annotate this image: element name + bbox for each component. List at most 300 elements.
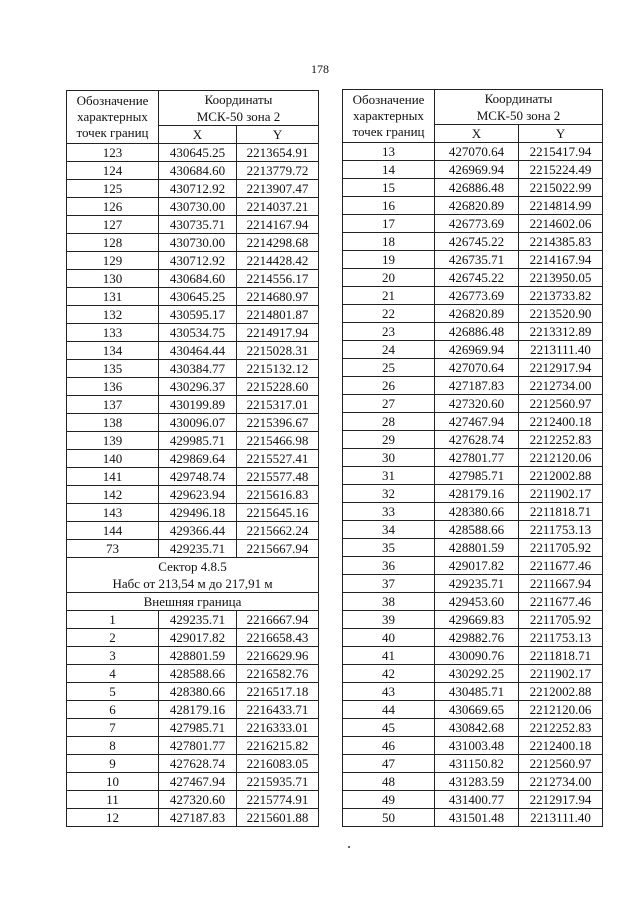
table-row bbox=[343, 467, 603, 485]
y-coordinate-cell: 2215935.71 bbox=[237, 773, 319, 791]
y-coordinate-cell: 2212120.06 bbox=[519, 701, 603, 719]
right-table-body bbox=[343, 143, 603, 827]
point-id-cell: 29 bbox=[343, 431, 435, 449]
x-coordinate-cell: 430735.71 bbox=[159, 216, 237, 234]
point-id-cell: 131 bbox=[67, 288, 159, 306]
table-row bbox=[67, 665, 319, 683]
y-coordinate-cell: 2215132.12 bbox=[237, 360, 319, 378]
x-coordinate-cell: 430199.89 bbox=[159, 396, 237, 414]
y-coordinate-cell: 2215317.01 bbox=[237, 396, 319, 414]
point-id-cell: 28 bbox=[343, 413, 435, 431]
x-coordinate-cell: 429985.71 bbox=[159, 432, 237, 450]
y-coordinate-cell: 2215774.91 bbox=[237, 791, 319, 809]
table-row bbox=[343, 395, 603, 413]
x-coordinate-cell: 430645.25 bbox=[159, 288, 237, 306]
y-coordinate-cell: 2215224.49 bbox=[519, 161, 603, 179]
x-coordinate-cell: 430096.07 bbox=[159, 414, 237, 432]
table-row bbox=[343, 629, 603, 647]
designation-line-1: Обозначение bbox=[76, 93, 149, 108]
point-id-cell: 125 bbox=[67, 180, 159, 198]
y-coordinate-cell: 2216658.43 bbox=[237, 629, 319, 647]
point-id-cell: 73 bbox=[67, 540, 159, 558]
designation-line-3: точек границ bbox=[352, 124, 425, 139]
coordinate-system-header: МСК-50 зона 2 bbox=[435, 107, 603, 125]
y-coordinate-cell: 2211677.46 bbox=[519, 593, 603, 611]
x-coordinate-cell: 431003.48 bbox=[435, 737, 519, 755]
table-row bbox=[67, 432, 319, 450]
point-id-cell: 31 bbox=[343, 467, 435, 485]
point-id-cell: 35 bbox=[343, 539, 435, 557]
y-coordinate-cell: 2212917.94 bbox=[519, 791, 603, 809]
table-row bbox=[343, 413, 603, 431]
y-coordinate-cell: 2215645.16 bbox=[237, 504, 319, 522]
x-coordinate-cell: 431501.48 bbox=[435, 809, 519, 827]
table-row bbox=[343, 359, 603, 377]
designation-header bbox=[343, 90, 435, 143]
y-coordinate-cell: 2214680.97 bbox=[237, 288, 319, 306]
x-coordinate-cell: 429869.64 bbox=[159, 450, 237, 468]
y-coordinate-cell: 2211667.94 bbox=[519, 575, 603, 593]
x-column-header: X bbox=[159, 126, 237, 144]
point-id-cell: 36 bbox=[343, 557, 435, 575]
y-coordinate-cell: 2211902.17 bbox=[519, 665, 603, 683]
x-coordinate-cell: 427467.94 bbox=[435, 413, 519, 431]
table-row bbox=[67, 504, 319, 522]
x-coordinate-cell: 427320.60 bbox=[159, 791, 237, 809]
y-coordinate-cell: 2215616.83 bbox=[237, 486, 319, 504]
table-row bbox=[67, 216, 319, 234]
point-id-cell: 12 bbox=[67, 809, 159, 827]
point-id-cell: 22 bbox=[343, 305, 435, 323]
y-coordinate-cell: 2212002.88 bbox=[519, 467, 603, 485]
x-coordinate-cell: 430296.37 bbox=[159, 378, 237, 396]
point-id-cell: 1 bbox=[67, 611, 159, 629]
y-coordinate-cell: 2212252.83 bbox=[519, 719, 603, 737]
table-row bbox=[343, 233, 603, 251]
point-id-cell: 10 bbox=[67, 773, 159, 791]
y-coordinate-cell: 2213950.05 bbox=[519, 269, 603, 287]
table-row bbox=[343, 593, 603, 611]
table-row bbox=[343, 161, 603, 179]
y-coordinate-cell: 2216083.05 bbox=[237, 755, 319, 773]
table-row bbox=[343, 665, 603, 683]
y-coordinate-cell: 2215228.60 bbox=[237, 378, 319, 396]
point-id-cell: 142 bbox=[67, 486, 159, 504]
point-id-cell: 135 bbox=[67, 360, 159, 378]
table-row bbox=[343, 557, 603, 575]
point-id-cell: 27 bbox=[343, 395, 435, 413]
y-coordinate-cell: 2216333.01 bbox=[237, 719, 319, 737]
point-id-cell: 48 bbox=[343, 773, 435, 791]
point-id-cell: 6 bbox=[67, 701, 159, 719]
x-coordinate-cell: 429235.71 bbox=[159, 611, 237, 629]
y-coordinate-cell: 2212917.94 bbox=[519, 359, 603, 377]
point-id-cell: 30 bbox=[343, 449, 435, 467]
table-row bbox=[67, 306, 319, 324]
y-coordinate-cell: 2215396.67 bbox=[237, 414, 319, 432]
point-id-cell: 136 bbox=[67, 378, 159, 396]
table-row bbox=[67, 791, 319, 809]
x-coordinate-cell: 428588.66 bbox=[435, 521, 519, 539]
y-coordinate-cell: 2214167.94 bbox=[237, 216, 319, 234]
coordinates-header: Координаты bbox=[435, 90, 603, 108]
x-coordinate-cell: 429366.44 bbox=[159, 522, 237, 540]
table-row bbox=[67, 378, 319, 396]
table-row bbox=[67, 701, 319, 719]
x-coordinate-cell: 426773.69 bbox=[435, 287, 519, 305]
x-coordinate-cell: 427187.83 bbox=[435, 377, 519, 395]
point-id-cell: 140 bbox=[67, 450, 159, 468]
x-coordinate-cell: 430384.77 bbox=[159, 360, 237, 378]
x-coordinate-cell: 428380.66 bbox=[159, 683, 237, 701]
y-coordinate-cell: 2211705.92 bbox=[519, 611, 603, 629]
point-id-cell: 25 bbox=[343, 359, 435, 377]
x-coordinate-cell: 427801.77 bbox=[435, 449, 519, 467]
x-coordinate-cell: 430645.25 bbox=[159, 144, 237, 162]
point-id-cell: 46 bbox=[343, 737, 435, 755]
table-row bbox=[67, 719, 319, 737]
table-row bbox=[67, 198, 319, 216]
x-coordinate-cell: 428588.66 bbox=[159, 665, 237, 683]
x-coordinate-cell: 427070.64 bbox=[435, 143, 519, 161]
x-column-header: X bbox=[435, 125, 519, 143]
table-row bbox=[67, 647, 319, 665]
x-coordinate-cell: 428179.16 bbox=[159, 701, 237, 719]
table-row bbox=[343, 449, 603, 467]
point-id-cell: 134 bbox=[67, 342, 159, 360]
x-coordinate-cell: 429496.18 bbox=[159, 504, 237, 522]
x-coordinate-cell: 426773.69 bbox=[435, 215, 519, 233]
x-coordinate-cell: 430485.71 bbox=[435, 683, 519, 701]
x-coordinate-cell: 429669.83 bbox=[435, 611, 519, 629]
y-coordinate-cell: 2211753.13 bbox=[519, 521, 603, 539]
point-id-cell: 144 bbox=[67, 522, 159, 540]
point-id-cell: 143 bbox=[67, 504, 159, 522]
x-coordinate-cell: 430712.92 bbox=[159, 252, 237, 270]
y-coordinate-cell: 2216667.94 bbox=[237, 611, 319, 629]
y-coordinate-cell: 2213312.89 bbox=[519, 323, 603, 341]
point-id-cell: 13 bbox=[343, 143, 435, 161]
point-id-cell: 37 bbox=[343, 575, 435, 593]
point-id-cell: 47 bbox=[343, 755, 435, 773]
table-row bbox=[67, 414, 319, 432]
point-id-cell: 18 bbox=[343, 233, 435, 251]
x-coordinate-cell: 427070.64 bbox=[435, 359, 519, 377]
designation-header bbox=[67, 91, 159, 144]
point-id-cell: 130 bbox=[67, 270, 159, 288]
point-id-cell: 138 bbox=[67, 414, 159, 432]
x-coordinate-cell: 429748.74 bbox=[159, 468, 237, 486]
y-coordinate-cell: 2211902.17 bbox=[519, 485, 603, 503]
point-id-cell: 41 bbox=[343, 647, 435, 665]
designation-line-1: Обозначение bbox=[352, 92, 425, 107]
x-coordinate-cell: 426820.89 bbox=[435, 305, 519, 323]
designation-line-2: характерных bbox=[77, 109, 148, 124]
left-table-body-bottom bbox=[67, 611, 319, 827]
table-row bbox=[343, 179, 603, 197]
table-row bbox=[343, 269, 603, 287]
x-coordinate-cell: 430684.60 bbox=[159, 270, 237, 288]
table-row bbox=[67, 773, 319, 791]
table-row bbox=[343, 305, 603, 323]
y-coordinate-cell: 2211818.71 bbox=[519, 503, 603, 521]
point-id-cell: 20 bbox=[343, 269, 435, 287]
y-coordinate-cell: 2213779.72 bbox=[237, 162, 319, 180]
x-coordinate-cell: 427467.94 bbox=[159, 773, 237, 791]
y-coordinate-cell: 2214602.06 bbox=[519, 215, 603, 233]
point-id-cell: 133 bbox=[67, 324, 159, 342]
point-id-cell: 39 bbox=[343, 611, 435, 629]
x-coordinate-cell: 429235.71 bbox=[159, 540, 237, 558]
table-row bbox=[67, 611, 319, 629]
point-id-cell: 132 bbox=[67, 306, 159, 324]
y-coordinate-cell: 2215466.98 bbox=[237, 432, 319, 450]
y-coordinate-cell: 2213520.90 bbox=[519, 305, 603, 323]
y-coordinate-cell: 2215662.24 bbox=[237, 522, 319, 540]
table-row bbox=[343, 503, 603, 521]
y-coordinate-cell: 2216629.96 bbox=[237, 647, 319, 665]
point-id-cell: 8 bbox=[67, 737, 159, 755]
scan-speck bbox=[348, 846, 350, 848]
x-coordinate-cell: 429882.76 bbox=[435, 629, 519, 647]
y-coordinate-cell: 2212734.00 bbox=[519, 377, 603, 395]
table-row bbox=[67, 629, 319, 647]
y-coordinate-cell: 2211818.71 bbox=[519, 647, 603, 665]
x-coordinate-cell: 428179.16 bbox=[435, 485, 519, 503]
table-row bbox=[67, 396, 319, 414]
y-coordinate-cell: 2212734.00 bbox=[519, 773, 603, 791]
point-id-cell: 38 bbox=[343, 593, 435, 611]
point-id-cell: 126 bbox=[67, 198, 159, 216]
point-id-cell: 21 bbox=[343, 287, 435, 305]
point-id-cell: 44 bbox=[343, 701, 435, 719]
y-coordinate-cell: 2213111.40 bbox=[519, 809, 603, 827]
x-coordinate-cell: 430684.60 bbox=[159, 162, 237, 180]
point-id-cell: 123 bbox=[67, 144, 159, 162]
y-coordinate-cell: 2215417.94 bbox=[519, 143, 603, 161]
x-coordinate-cell: 426886.48 bbox=[435, 323, 519, 341]
table-row bbox=[67, 486, 319, 504]
table-row bbox=[343, 341, 603, 359]
point-id-cell: 137 bbox=[67, 396, 159, 414]
y-coordinate-cell: 2215022.99 bbox=[519, 179, 603, 197]
table-row bbox=[343, 287, 603, 305]
y-coordinate-cell: 2213111.40 bbox=[519, 341, 603, 359]
x-coordinate-cell: 426820.89 bbox=[435, 197, 519, 215]
point-id-cell: 26 bbox=[343, 377, 435, 395]
y-coordinate-cell: 2212252.83 bbox=[519, 431, 603, 449]
y-coordinate-cell: 2216215.82 bbox=[237, 737, 319, 755]
table-row bbox=[343, 431, 603, 449]
y-coordinate-cell: 2215028.31 bbox=[237, 342, 319, 360]
y-coordinate-cell: 2215601.88 bbox=[237, 809, 319, 827]
coordinates-header: Координаты bbox=[159, 91, 319, 109]
table-row bbox=[343, 719, 603, 737]
table-row bbox=[67, 270, 319, 288]
x-coordinate-cell: 429453.60 bbox=[435, 593, 519, 611]
y-coordinate-cell: 2212400.18 bbox=[519, 413, 603, 431]
x-coordinate-cell: 426969.94 bbox=[435, 161, 519, 179]
y-coordinate-cell: 2213654.91 bbox=[237, 144, 319, 162]
y-coordinate-cell: 2212120.06 bbox=[519, 449, 603, 467]
point-id-cell: 129 bbox=[67, 252, 159, 270]
y-coordinate-cell: 2216582.76 bbox=[237, 665, 319, 683]
y-coordinate-cell: 2215577.48 bbox=[237, 468, 319, 486]
point-id-cell: 42 bbox=[343, 665, 435, 683]
x-coordinate-cell: 426745.22 bbox=[435, 233, 519, 251]
x-coordinate-cell: 427187.83 bbox=[159, 809, 237, 827]
y-coordinate-cell: 2214556.17 bbox=[237, 270, 319, 288]
table-row bbox=[67, 180, 319, 198]
table-row bbox=[67, 144, 319, 162]
x-coordinate-cell: 430730.00 bbox=[159, 198, 237, 216]
table-row bbox=[343, 323, 603, 341]
x-coordinate-cell: 428801.59 bbox=[435, 539, 519, 557]
table-row bbox=[67, 450, 319, 468]
x-coordinate-cell: 427985.71 bbox=[435, 467, 519, 485]
point-id-cell: 23 bbox=[343, 323, 435, 341]
table-row bbox=[67, 342, 319, 360]
x-coordinate-cell: 426969.94 bbox=[435, 341, 519, 359]
page-number: 178 bbox=[311, 62, 329, 76]
x-coordinate-cell: 426745.22 bbox=[435, 269, 519, 287]
y-coordinate-cell: 2215667.94 bbox=[237, 540, 319, 558]
y-coordinate-cell: 2214801.87 bbox=[237, 306, 319, 324]
point-id-cell: 139 bbox=[67, 432, 159, 450]
coordinate-system-header: МСК-50 зона 2 bbox=[159, 108, 319, 126]
y-coordinate-cell: 2212400.18 bbox=[519, 737, 603, 755]
table-row bbox=[67, 234, 319, 252]
y-coordinate-cell: 2214385.83 bbox=[519, 233, 603, 251]
x-coordinate-cell: 431283.59 bbox=[435, 773, 519, 791]
table-row bbox=[67, 683, 319, 701]
table-row bbox=[67, 162, 319, 180]
table-row bbox=[67, 540, 319, 558]
table-row bbox=[67, 737, 319, 755]
y-coordinate-cell: 2211705.92 bbox=[519, 539, 603, 557]
table-row bbox=[67, 252, 319, 270]
table-row bbox=[343, 197, 603, 215]
point-id-cell: 9 bbox=[67, 755, 159, 773]
designation-line-3: точек границ bbox=[76, 125, 149, 140]
table-row bbox=[343, 773, 603, 791]
x-coordinate-cell: 430669.65 bbox=[435, 701, 519, 719]
table-row bbox=[343, 755, 603, 773]
x-coordinate-cell: 431150.82 bbox=[435, 755, 519, 773]
table-row bbox=[343, 809, 603, 827]
y-coordinate-cell: 2213907.47 bbox=[237, 180, 319, 198]
y-coordinate-cell: 2214037.21 bbox=[237, 198, 319, 216]
point-id-cell: 16 bbox=[343, 197, 435, 215]
sector-title: Сектор 4.8.5 bbox=[67, 558, 319, 576]
sector-section bbox=[67, 558, 319, 611]
y-coordinate-cell: 2212560.97 bbox=[519, 395, 603, 413]
y-column-header: Y bbox=[519, 125, 603, 143]
point-id-cell: 3 bbox=[67, 647, 159, 665]
table-row bbox=[343, 611, 603, 629]
y-coordinate-cell: 2214298.68 bbox=[237, 234, 319, 252]
table-row bbox=[343, 647, 603, 665]
y-coordinate-cell: 2214428.42 bbox=[237, 252, 319, 270]
point-id-cell: 34 bbox=[343, 521, 435, 539]
point-id-cell: 33 bbox=[343, 503, 435, 521]
y-coordinate-cell: 2214814.99 bbox=[519, 197, 603, 215]
point-id-cell: 45 bbox=[343, 719, 435, 737]
x-coordinate-cell: 426886.48 bbox=[435, 179, 519, 197]
table-row bbox=[67, 324, 319, 342]
sector-height: Набс от 213,54 м до 217,91 м bbox=[67, 575, 319, 593]
designation-line-2: характерных bbox=[353, 108, 424, 123]
table-row bbox=[343, 737, 603, 755]
point-id-cell: 14 bbox=[343, 161, 435, 179]
point-id-cell: 24 bbox=[343, 341, 435, 359]
table-row bbox=[343, 143, 603, 161]
x-coordinate-cell: 430090.76 bbox=[435, 647, 519, 665]
point-id-cell: 4 bbox=[67, 665, 159, 683]
table-row bbox=[67, 522, 319, 540]
point-id-cell: 11 bbox=[67, 791, 159, 809]
x-coordinate-cell: 427801.77 bbox=[159, 737, 237, 755]
x-coordinate-cell: 428380.66 bbox=[435, 503, 519, 521]
table-row bbox=[343, 791, 603, 809]
table-row bbox=[67, 755, 319, 773]
table-row bbox=[67, 288, 319, 306]
x-coordinate-cell: 430464.44 bbox=[159, 342, 237, 360]
table-row bbox=[343, 539, 603, 557]
y-coordinate-cell: 2212560.97 bbox=[519, 755, 603, 773]
y-coordinate-cell: 2211677.46 bbox=[519, 557, 603, 575]
coordinates-table-left bbox=[66, 90, 319, 827]
coordinates-table-right bbox=[342, 89, 603, 827]
x-coordinate-cell: 427628.74 bbox=[435, 431, 519, 449]
table-row bbox=[67, 360, 319, 378]
table-row bbox=[343, 521, 603, 539]
x-coordinate-cell: 430595.17 bbox=[159, 306, 237, 324]
x-coordinate-cell: 429623.94 bbox=[159, 486, 237, 504]
point-id-cell: 50 bbox=[343, 809, 435, 827]
point-id-cell: 2 bbox=[67, 629, 159, 647]
point-id-cell: 128 bbox=[67, 234, 159, 252]
x-coordinate-cell: 427320.60 bbox=[435, 395, 519, 413]
boundary-title: Внешняя граница bbox=[67, 593, 319, 611]
table-row bbox=[343, 683, 603, 701]
table-row bbox=[343, 701, 603, 719]
x-coordinate-cell: 431400.77 bbox=[435, 791, 519, 809]
y-coordinate-cell: 2216433.71 bbox=[237, 701, 319, 719]
x-coordinate-cell: 430534.75 bbox=[159, 324, 237, 342]
point-id-cell: 5 bbox=[67, 683, 159, 701]
x-coordinate-cell: 429235.71 bbox=[435, 575, 519, 593]
point-id-cell: 7 bbox=[67, 719, 159, 737]
point-id-cell: 127 bbox=[67, 216, 159, 234]
y-column-header: Y bbox=[237, 126, 319, 144]
table-row bbox=[343, 575, 603, 593]
point-id-cell: 40 bbox=[343, 629, 435, 647]
y-coordinate-cell: 2214167.94 bbox=[519, 251, 603, 269]
x-coordinate-cell: 430712.92 bbox=[159, 180, 237, 198]
table-row bbox=[343, 215, 603, 233]
y-coordinate-cell: 2216517.18 bbox=[237, 683, 319, 701]
point-id-cell: 43 bbox=[343, 683, 435, 701]
x-coordinate-cell: 426735.71 bbox=[435, 251, 519, 269]
y-coordinate-cell: 2211753.13 bbox=[519, 629, 603, 647]
x-coordinate-cell: 430292.25 bbox=[435, 665, 519, 683]
x-coordinate-cell: 430842.68 bbox=[435, 719, 519, 737]
table-row bbox=[343, 251, 603, 269]
x-coordinate-cell: 428801.59 bbox=[159, 647, 237, 665]
point-id-cell: 15 bbox=[343, 179, 435, 197]
x-coordinate-cell: 427628.74 bbox=[159, 755, 237, 773]
